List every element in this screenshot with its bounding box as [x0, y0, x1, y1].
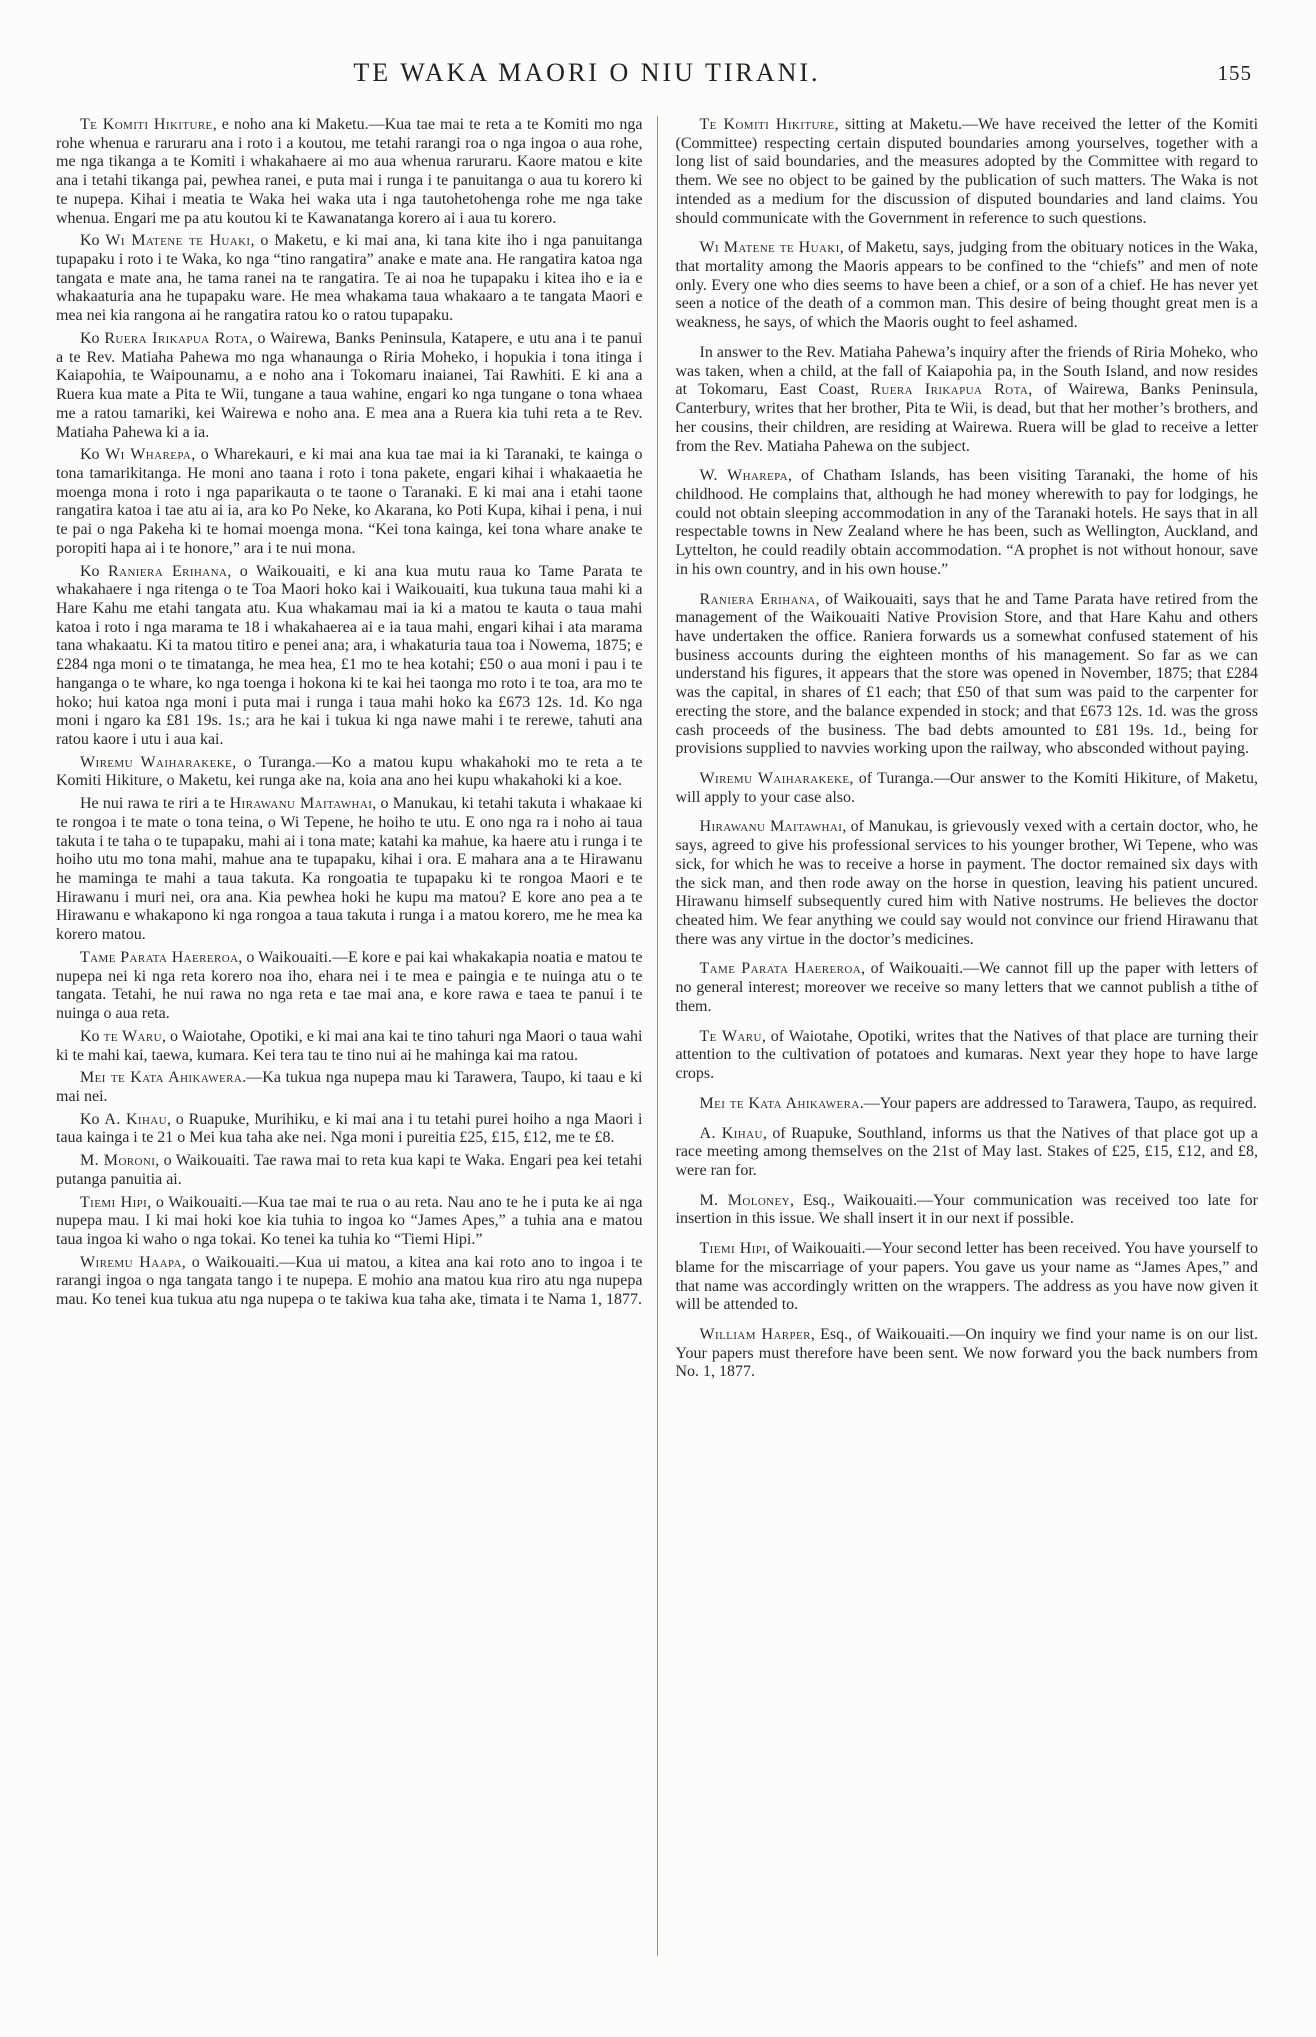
- paragraph-text: , o Maketu, e ki mai ana, ki tana kite iho i nga panuitanga tupapaku i roto i te Waka, ko nga “tino rangatira” anake e mate ana. He rangatira katoa nga tangata e mate ana, he tama ranei na te rangatira. Te ai noa he tupapaku i kitea iho e ia e whakaaturia ana he tupapaku ware. He mea whakama taua whakaaro a te tangata Maori e mea nei kia rangona ai he rangatira ratou ko o ratou tupapaku.: [56, 232, 643, 325]
- correspondent-name: W. Wharepa: [699, 467, 788, 485]
- paragraph-text: , o Waiotahe, Opotiki, e ki mai ana kai te tino tahuri nga Maori o taua wahi ki te mahi kai, taewa, kumara. Kei tera tau te tino nui ai he mahinga kai ma ratou.: [56, 1027, 643, 1064]
- correspondent-name: Raniera Erihana: [108, 562, 228, 580]
- paragraph: [676, 1095, 1259, 1114]
- paragraph-text: , o Ruapuke, Murihiku, e ki mai ana i tu tetahi purei hoiho a nga Maori i taua kainga i te 21 o Mei kua taha ake nei. Nga moni i pureitia £25, £15, £12, me te £8.: [56, 1110, 643, 1147]
- paragraph-text: , o Waikouaiti.—Kua ui matou, a kitea ana kai roto ano to ingoa i te rarangi ingoa o nga tangata tango i te nupepa. E mohio ana matou kua riro atu nga nupepa mau. Ko tenei kua tukua atu nga nupepa o te takiwa kua taha ake, timata i te Nama 1, 1877.: [56, 1253, 643, 1309]
- paragraph: [56, 1194, 643, 1250]
- correspondent-name: Wiremu Waiharakeke: [699, 770, 850, 787]
- paragraph: [56, 1152, 643, 1189]
- paragraph-text: .—Ka tukua nga nupepa mau ki Tarawera, Taupo, ki taau e ki mai nei.: [56, 1069, 643, 1105]
- paragraph-text: , sitting at Maketu.—We have received the letter of the Komiti (Committee) respecting certain disputed boundaries among yourselves, together with a long list of said boundaries, and the measures adopted by the Committee with regard to them. We see no object to be gained by the publication of such matters. The Waka is not intended as a medium for the discussion of disputed boundaries and land claims. You should communicate with the Government in reference to such questions.: [675, 116, 1259, 227]
- paragraph: [56, 330, 643, 442]
- paragraph-text: , o Wairewa, Banks Peninsula, Katapere, e utu ana i te panui a te Rev. Matiaha Pahewa mo nga whanaunga o Riria Moheko, i hopukia i tona itinga i Kaiapohia, te Waipounamu, a e noho ana i Tokomaru inaianei, Tai Rawhiti. E ki ana a Ruera kua mate a Pita te Wii, tungane a taua wahine, engari ko nga tungane o tona whaea me a ratou tamariki, kei Wairewa e noho ana. E mea ana a Ruera kia tuhi reta a te Rev. Matiaha Pahewa ki a ia.: [56, 329, 643, 441]
- paragraph: [56, 446, 643, 558]
- paragraph: [676, 467, 1259, 579]
- correspondent-name: Tame Parata Haereroa: [80, 948, 239, 966]
- correspondent-name: Tame Parata Haereroa: [699, 960, 862, 978]
- correspondent-name: Ruera Irikapua Rota: [104, 329, 249, 347]
- correspondent-name: Hirawanu Maitawhai: [229, 795, 373, 813]
- two-column-layout: [56, 116, 1258, 1956]
- correspondent-name: Raniera Erihana: [699, 590, 816, 608]
- correspondent-name: Hirawanu Maitawhai: [699, 818, 843, 836]
- page-number: 155: [1217, 61, 1252, 85]
- correspondent-name: te Waru: [103, 1027, 162, 1045]
- left-column-maori-text: [56, 116, 657, 1956]
- paragraph-text: , o Turanga.—Ko a matou kupu whakahoki mo te reta a te Komiti Hikiture, o Maketu, kei runga ake na, koia ana ano hei kupu whakahoki ki a koe.: [56, 753, 643, 790]
- correspondent-name: A. Kihau: [104, 1110, 167, 1128]
- paragraph-text: , o Manukau, ki tetahi takuta i whakaae ki te rongoa i te mate o tona teina, o Wi Tepene, he hoiho te utu. E ono nga ra i noho ai taua takuta i te taha o te tupapaku, mahi ai i tona mate; katahi ka mahue, ka haere atu i runga i te hoiho utu mo tona mahi, mahue ana te tupapaku, kihai i ora. E mahara ana a te Hirawanu he maminga te mahi a taua takuta. Ka rongoatia te tupapaku ki te rongoa Maori e te Hirawanu i muri nei, ora ana. Kia pewhea hoki he kupu ma matou? E kore ano pea a te Hirawanu e whakapono ki nga rongoa a taua takuta i runga i a matou korero, me he mea ka korero matou.: [56, 795, 643, 944]
- masthead: [56, 58, 1258, 102]
- paragraph-text: , Esq., Waikouaiti.—Your communication was received too late for insertion in this issue. We shall insert it in our next if possible.: [675, 1191, 1259, 1228]
- correspondent-name: Tiemi Hipi: [80, 1193, 148, 1211]
- paragraph-text: , e noho ana ki Maketu.—Kua tae mai te reta a te Komiti mo nga rohe whenua e raruraru ana i roto i a koutou, me tetahi rarangi roa o nga ingoa o aua rohe, me nga tikanga a te Komiti i whakahaere ai mo aua whenua raruraru. Kaore matou e kite ana i tetahi tikanga pai, pewhea ranei, e puta mai i runga i te panuitanga o aua tu korero ki te nupepa. Kihai i meatia te Waka hei waka uta i nga tautohetohenga rohe me nga take whenua. Engari me pa atu koutou ki te Kawanatanga korero ai i aua tu korero.: [56, 116, 643, 227]
- paragraph: [56, 1254, 643, 1310]
- paragraph-text: Ko: [80, 562, 109, 580]
- correspondent-name: Te Komiti Hikiture: [80, 116, 213, 133]
- paragraph-text: , of Maketu, says, judging from the obituary notices in the Waka, that mortality among the Maoris appears to be confined to the “chiefs” and men of note only. Every one who dies seems to have been a chief, or a son of a chief. He has never yet seen a notice of the death of a common man. This desire of being thought great men is a weakness, he says, of which the Maoris ought to feel ashamed.: [675, 239, 1258, 332]
- paragraph: [56, 795, 643, 945]
- paragraph: [56, 563, 643, 750]
- paragraph-text: , o Wharekauri, e ki mai ana kua tae mai ia ki Taranaki, te kainga o tona tamarikitanga. He moni ano taana i roto i tona pakete, engari kihai i whakaaetia he moenga mona i roto i nga paparikauta o te taone o Taranaki. E ki mai ana i etahi taone rangatira katoa i tae atu ai ia, ara ko Po Neke, ko Akarana, ko Poti Kupa, kihai i pena, i nui te pai o nga Pakeha ki te homai moenga mona. “Kei tona kainga, kei tona whare anake te poropiti hapa ai i te honore,” ara i te nui mona.: [56, 446, 643, 557]
- paragraph-text: In answer to the Rev. Matiaha Pahewa’s inquiry after the friends of Riria Moheko, who was taken, when a child, at the fall of Kaiapohia pa, in the South Island, and now resides at Tokomaru, East Coast,: [675, 343, 1258, 399]
- correspondent-name: M. Moroni: [80, 1152, 156, 1170]
- paragraph: [676, 1028, 1259, 1084]
- paragraph-text: , of Chatham Islands, has been visiting Taranaki, the home of his childhood. He complains that, although he had money wherewith to pay for lodgings, he could not obtain sleeping accommodation in any of the Taranaki hotels. He says that in all respectable towns in New Zealand where he has been, such as Wellington, Auckland, and Lyttelton, he could readily obtain accommodation. “A prophet is not without honour, save in his own country, and in his own house.”: [675, 467, 1259, 578]
- paragraph: [676, 344, 1259, 456]
- paragraph-text: , of Wairewa, Banks Peninsula, Canterbury, writes that her brother, Pita te Wii, is dead, but that her mother’s brothers, and her cousins, their children, are residing at Wairewa. Ruera will be glad to receive a letter from the Rev. Matiaha Pahewa on the subject.: [675, 381, 1258, 455]
- right-column-english-text: [658, 116, 1259, 1956]
- correspondent-name: Wiremu Waiharakeke: [80, 753, 233, 771]
- paragraph: [56, 1028, 643, 1065]
- correspondent-name: Mei te Kata Ahikawera: [699, 1094, 860, 1112]
- paragraph-text: , of Ruapuke, Southland, informs us that the Natives of that place got up a race meeting among themselves on the 21st of May last. Stakes of £25, £15, £12, and £8, were ran for.: [675, 1124, 1258, 1179]
- paragraph: [676, 1326, 1259, 1382]
- paragraph-text: Ko: [80, 329, 105, 347]
- paragraph: [676, 239, 1259, 333]
- paragraph: [676, 818, 1259, 949]
- paragraph-text: He nui rawa te riri a te: [80, 795, 230, 813]
- correspondent-name: Wi Wharepa: [105, 446, 192, 464]
- correspondent-name: William Harper: [699, 1325, 811, 1343]
- correspondent-name: Tiemi Hipi: [699, 1240, 767, 1258]
- paragraph: [676, 770, 1259, 807]
- correspondent-name: Ruera Irikapua Rota: [870, 381, 1029, 399]
- paragraph-text: , of Turanga.—Our answer to the Komiti Hikiture, of Maketu, will apply to your case also.: [675, 770, 1258, 806]
- correspondent-name: Wiremu Haapa: [80, 1253, 182, 1271]
- correspondent-name: Wi Matene te Huaki: [105, 232, 251, 250]
- correspondent-name: Te Komiti Hikiture: [699, 116, 835, 133]
- correspondent-name: Te Waru: [699, 1027, 762, 1045]
- paragraph: [676, 591, 1259, 759]
- paragraph: [56, 1069, 643, 1106]
- paragraph: [676, 1125, 1259, 1181]
- paragraph-text: , of Waiotahe, Opotiki, writes that the Natives of that place are turning their attention to the cultivation of potatoes and kumaras. Next year they hope to have large crops.: [675, 1027, 1258, 1083]
- page-title: TE WAKA MAORI O NIU TIRANI.: [353, 58, 821, 87]
- paragraph: [676, 1240, 1259, 1315]
- paragraph-text: Ko: [80, 1110, 105, 1128]
- paragraph-text: , o Waikouaiti.—Kua tae mai te rua o au reta. Nau ano te he i puta ke ai nga nupepa mau. I ki mai hoki koe kia tuhia to ingoa ko “James Apes,” a tuhia ana e matou taua ingoa ki waho o nga tokai. Ko tenei ka tuhia ko “Tiemi Hipi.”: [56, 1193, 643, 1248]
- paragraph: [676, 960, 1259, 1016]
- paragraph: [56, 1111, 643, 1148]
- correspondent-name: A. Kihau: [699, 1124, 763, 1142]
- paragraph-text: , of Manukau, is grievously vexed with a certain doctor, who, he says, agreed to give his professional services to his younger brother, Wi Tepene, who was sick, for which he was to receive a horse in payment. The doctor remained six days with the sick man, and then rode away on the horse in question, leaving his patient uncured. Hirawanu himself subsequently cured him with Native nostrums. He believes the doctor cheated him. We fear anything we could say would not convince our friend Hirawanu that there was any virtue in the doctor’s medicines.: [675, 818, 1259, 948]
- paragraph-text: , o Waikouaiti. Tae rawa mai to reta kua kapi te Waka. Engari pea kei tetahi putanga panuitia ai.: [56, 1152, 643, 1188]
- paragraph: [676, 1192, 1259, 1229]
- paragraph: [56, 754, 643, 791]
- paragraph-text: , of Waikouaiti.—Your second letter has been received. You have yourself to blame for the miscarriage of your papers. You gave us your name as “James Apes,” and that name was accordingly written on the wrappers. The address as you have now given it will be attended to.: [675, 1240, 1258, 1314]
- paragraph-text: , o Waikouaiti, e ki ana kua mutu raua ko Tame Parata te whakahaere i nga ritenga o te Toa Maori hoko kai i Waikouaiti, kua tukuna taua mahi ki a Hare Kahu me etahi tangata atu. Kua whakamau mai ia ki a matou te kauta o taua mahi katoa i roto i nga marama te 18 i whakahaerea ai e ia taua mahi, engari kihai i ata marama tana whakaatu. Ki ta matou titiro e penei ana; ara, i whakaturia taua toa i Nowema, 1875; e £284 nga moni o te timatanga, he mea hea, £1 mo te hea kotahi; £50 o aua moni i pau i te hanganga o te whare, ko nga toenga i hokona ki te kai hei taonga mo roto i te toa, ara mo te hoko; hui katoa nga moni i puta mai i runga i taua mahi hoko ka £673 12s. 1d. Ko nga moni i ngaro ka £81 19s. 1s.; ara he kai i tukua ki nga nawe mahi i te rerewe, tahuti ana ratou kaore i utu i aua kai.: [56, 562, 643, 748]
- paragraph-text: Ko: [80, 232, 106, 250]
- correspondent-name: M. Moloney: [699, 1191, 790, 1209]
- correspondent-name: Mei te Kata Ahikawera: [80, 1069, 243, 1087]
- paragraph-text: , of Waikouaiti.—We cannot fill up the paper with letters of no general interest; moreover we receive so many letters that we cannot publish a tithe of them.: [675, 960, 1259, 1015]
- paragraph-text: , of Waikouaiti, says that he and Tame Parata have retired from the management of the Waikouaiti Native Provision Store, and that Hare Kahu and others have undertaken the office. Raniera forwards us a somewhat confused statement of his business accounts during the eighteen months of his management. So far as we can understand his figures, it appears that the store was opened in November, 1875; that £284 was the capital, in shares of £1 each; that £50 of that sum was paid to the carpenter for erecting the store, and the balance expended in stock; and that £673 12s. 1d. was the gross cash proceeds of the business. The bad debts amounted to £81 19s. 1d., being for provisions supplied to navvies working upon the railway, who absconded without paying.: [675, 590, 1258, 758]
- paragraph: [56, 116, 643, 228]
- paragraph: [676, 116, 1259, 228]
- paragraph: [56, 232, 643, 326]
- paragraph-text: , o Waikouaiti.—E kore e pai kai whakakapia noatia e matou te nupepa nei ki nga reta korero noa iho, ehara nei i te mea e paingia e te nuinga atu o te tangata. Tetahi, he nui rawa no nga reta e tae mai ana, e kore rawa e taea te panui i te nuinga o aua reta.: [56, 948, 643, 1023]
- paragraph-text: , Esq., of Waikouaiti.—On inquiry we find your name is on our list. Your papers must therefore have been sent. We now forward you the back numbers from No. 1, 1877.: [675, 1325, 1259, 1381]
- paragraph-text: .—Your papers are addressed to Tarawera, Taupo, as required.: [859, 1094, 1257, 1112]
- paragraph-text: Ko: [80, 446, 106, 464]
- correspondent-name: Wi Matene te Huaki: [699, 239, 840, 257]
- paragraph: [56, 949, 643, 1024]
- paragraph-text: Ko: [80, 1027, 104, 1045]
